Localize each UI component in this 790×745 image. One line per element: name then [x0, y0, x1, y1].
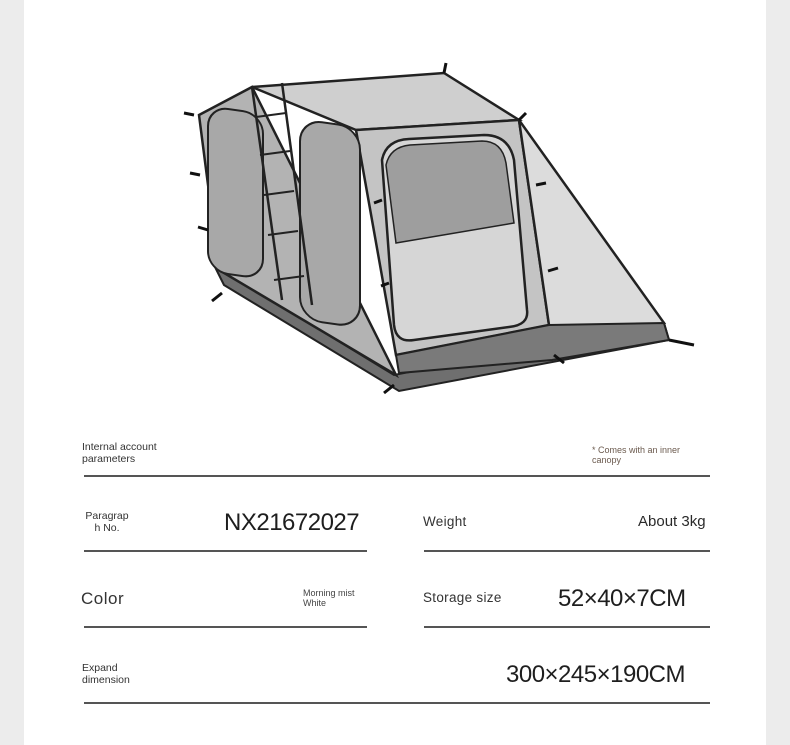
storage-size-value: 52×40×7CM [558, 585, 686, 612]
storage-size-label: Storage size [423, 590, 502, 605]
expand-dimension-value: 300×245×190CM [506, 661, 685, 688]
weight-label: Weight [423, 514, 467, 529]
tent-illustration [164, 55, 704, 400]
product-spec-page [24, 0, 766, 745]
inner-canopy-note: * Comes with an inner canopy [592, 445, 681, 465]
color-value: Morning mist White [303, 588, 355, 608]
paragraph-no-label: Paragrap h No. [85, 510, 129, 534]
expand-dimension-label: Expand dimension [82, 662, 130, 686]
weight-divider [424, 550, 710, 552]
header-divider [84, 475, 710, 477]
expand-dimension-divider [84, 702, 710, 704]
section-label: Internal account parameters [82, 441, 157, 465]
color-label: Color [81, 589, 125, 608]
color-divider [84, 626, 367, 628]
storage-size-divider [424, 626, 710, 628]
paragraph-no-divider [84, 550, 367, 552]
paragraph-no-value: NX21672027 [224, 509, 360, 536]
weight-value: About 3kg [638, 513, 706, 530]
